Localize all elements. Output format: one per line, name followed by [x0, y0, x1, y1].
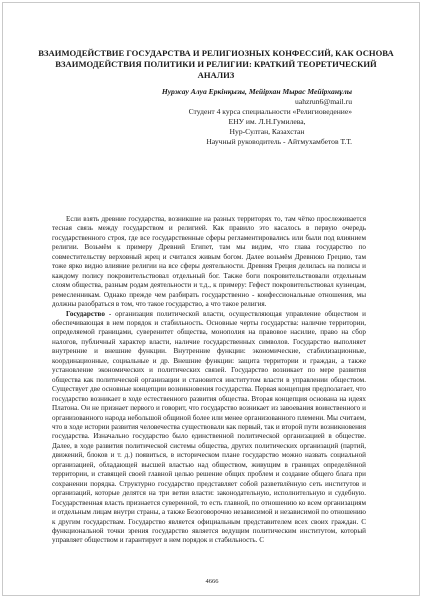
supervisor-line: Научный руководитель - Айтмухамбетов Т.Т. — [206, 137, 352, 146]
term-state: Государство — [66, 309, 105, 318]
article-title: ВЗАИМОДЕЙСТВИЕ ГОСУДАРСТВА И РЕЛИГИОЗНЫХ КОНФЕССИЙ, КАК ОСНОВА ВЗАИМОДЕЙСТВИЯ ПОЛИТИКИ И РЕЛИГИИ: КРАТКИЙ ТЕОРЕТИЧЕСКИЙ АНАЛИЗ — [38, 48, 394, 80]
affiliation-line-3: Нур-Султан, Казахстан — [229, 127, 305, 136]
paragraph-intro: Если взять древние государства, возникшие на разных территорях то, там чётко прослеживается тесная связь между государством и религией. Как правило это касалось в первую очередь государственного строя, где все государственные сферы регламентировались или были под влиянием религии. Возьмём к примеру Древний Египет, там мы видим, что глава государство по совместительству верховный жрец и считался живым богом. Далее возьмём Древнюю Грецию, там тоже ярко видно влияние религии на все сферы деятельности. Древняя Греция делилась на полисы и каждому полису покровительствовал отдельный бог. Также боги покровительствовали отдельным слоям общества, разным родам деятельности и т.д., к примеру: Гефест покровительствовал кузнецам, ремесленникам. Однако прежде чем разбирать государственно - конфессиональные отношения, мы должны разобраться в том, что такое государство, а что такое религия. — [52, 215, 366, 309]
page-number: 4666 — [205, 578, 219, 585]
paragraph-state-text: - организация политической власти, осуществляющая управление обществом и обеспечивающая в нем порядок и стабильность. Основные черты государства: наличие территории, определяемой границами, суверенитет общества, монополия на правовое насилие, право на сбор налогов, публичный характер власти, наличие государственных символов. Государство выполняет внутренние и внешние функции. Внутренние функции: экономические, стабилизационные, координационные, социальные и др. Внешние функции: защита территории и граждан, а также установление экономических и политических связей. Государство возникает по мере развития общества как политической организации и становится институтом власти в управлении обществом. Существует две основные концепции возникновения государства. Первая концепция предполагает, что государство возникает в ходе естественного развития общества. Вторая концепция основана на идеях Платона. Он не признает первого и говорит, что государство возникает из завоевания воинственного и организованного народа небольшой общиной более или менее организованного племени. Мы считаем, что в ходе истории развития человечества существовали как первый, так и второй пути возникновения государства. Изначально государство было единственной политической организацией в обществе. Далее, в ходе развития политической системы общества, других политических организаций (партий, движений, блоков и т. д.) появиться, в историческом плане государство можно назвать социальной организацией, обладающей высшей властью над обществом, живущим в границах определённой территории, и ставящей своей главной целью решение общих проблем и создание общего блага при сохранении порядка. Структурно государство представляет собой разветвлённую сеть институтов и организаций, которые делятся на три ветви власти: законодательную, исполнительную и судебную. Государственная власть признается суверенной, то есть главной, по отношению ко всем организациям и отдельным лицам внутри страны, а также Безоговорочно независимой и независимой по отношению к другим государствам. Государство является официальным представителем всех своих граждан. С функциональной точки зрения государство является ведущим политическим институтом, который управляет обществом и гарантирует в нем порядок и стабильность. С — [52, 309, 366, 545]
paragraph-state — [52, 310, 366, 546]
affiliation-line-1: Студент 4 курса специальности «Религиоведение» — [188, 107, 352, 116]
author-names: Нуржау Алуа Еркінқызы, Мейірхан Мырас Мейірханұлы — [161, 87, 352, 96]
article-body — [52, 215, 366, 546]
author-block — [32, 87, 352, 147]
author-email: uahzrun6@mail.ru — [295, 97, 352, 106]
affiliation-line-2: ЕНУ им. Л.Н.Гумилева, — [228, 117, 306, 126]
